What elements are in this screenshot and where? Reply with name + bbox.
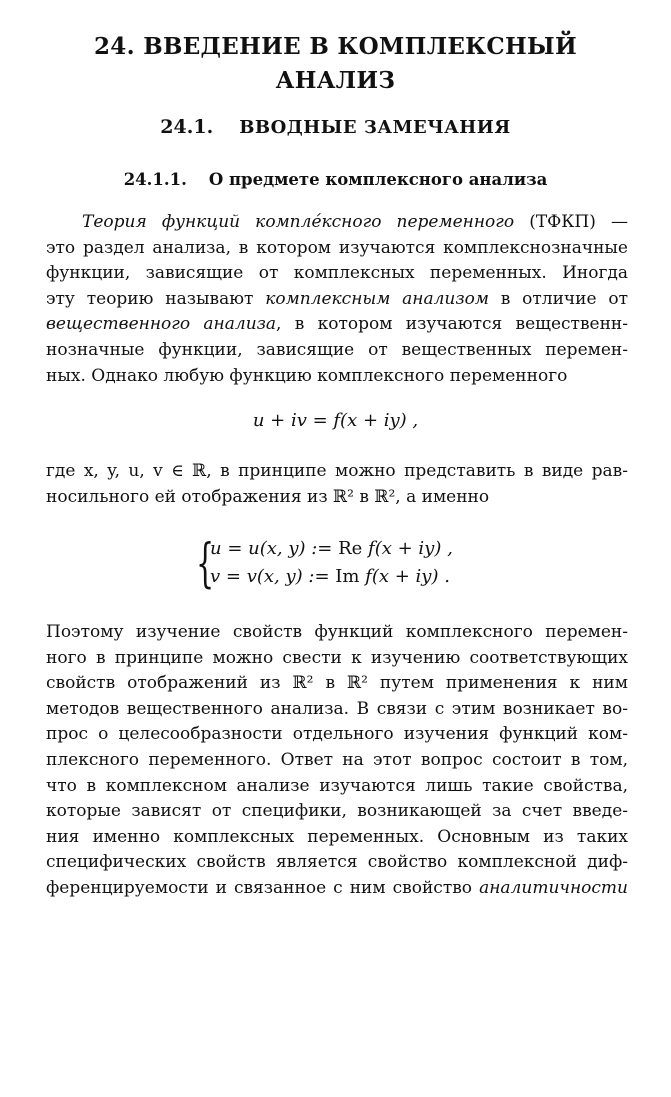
text-line: носильного ей отображения из ℝ² в ℝ², а именно <box>46 486 490 507</box>
math-fragment: u = u(x, y) := <box>210 538 339 559</box>
math-fragment: f(x + iy) , <box>362 538 453 559</box>
text-line: ния именно комплексных переменных. Основным из таких <box>46 826 628 847</box>
text-line <box>46 312 628 338</box>
text-line: где x, y, u, v ∈ ℝ, в принципе можно представить в виде рав- <box>46 461 628 481</box>
re-operator: Re <box>338 538 363 559</box>
chapter-title-line1: 24. ВВЕДЕНИЕ В КОМПЛЕКСНЫЙ <box>94 33 577 60</box>
system-line-u <box>210 538 453 559</box>
text-line: плексного переменного. Ответ на этот вопрос состоит в том, <box>46 749 628 770</box>
text-line: прос о целесообразности отдельного изучения функций ком- <box>46 724 628 745</box>
paragraph-intro <box>46 210 628 389</box>
text-fragment: в отличие от <box>488 288 628 309</box>
term-analyticity: аналитичности <box>479 877 628 898</box>
math-fragment: v = v(x, y) := <box>210 566 336 587</box>
im-operator: Im <box>335 566 360 587</box>
subsection-title: О предмете комплексного анализа <box>208 170 548 189</box>
text-line: ного в принципе можно свести к изучению соответствующих <box>46 647 628 668</box>
term-complex-analysis: комплексным анализом <box>265 288 489 309</box>
text-fragment: , в котором изучаются вещественн- <box>276 314 628 335</box>
text-line: специфических свойств является свойство комплексной диф- <box>46 852 628 873</box>
text-line: функции, зависящие от комплексных переменных. Иногда <box>46 263 628 284</box>
text-fragment: ференцируемости и связанное с ним свойство <box>46 877 480 898</box>
text-line: нозначные функции, зависящие от вещественных перемен- <box>46 339 628 360</box>
subsection-number: 24.1.1. <box>123 170 187 189</box>
text-fragment: (ТФКП) — <box>514 212 628 232</box>
term-tfkp: Теория функций комплéксного переменного <box>82 212 515 232</box>
formula-uv: u + iv = f(x + iy) , <box>252 410 419 431</box>
paragraph-mapping <box>46 459 628 510</box>
term-real-analysis: вещественного анализа <box>46 314 277 335</box>
subsection-heading <box>0 170 671 189</box>
system-line-v <box>210 566 450 587</box>
text-line <box>46 876 628 902</box>
text-line: ных. Однако любую функцию комплексного переменного <box>46 365 568 386</box>
text-line: методов вещественного анализа. В связи с этим возникает во- <box>46 698 628 719</box>
section-title: ВВОДНЫЕ ЗАМЕЧАНИЯ <box>239 117 511 138</box>
text-line: что в комплексном анализе изучаются лишь такие свойства, <box>46 775 628 796</box>
section-heading <box>0 116 671 138</box>
text-line <box>46 287 628 313</box>
text-line: которые зависят от специфики, возникающей за счет введе- <box>46 801 628 822</box>
chapter-title <box>0 30 671 98</box>
text-line: это раздел анализа, в котором изучаются комплекснозначные <box>46 237 628 258</box>
text-line: свойств отображений из ℝ² в ℝ² путем применения к ним <box>46 673 628 694</box>
text-line: Поэтому изучение свойств функций комплексного перемен- <box>46 622 628 642</box>
text-line <box>46 210 628 236</box>
section-number: 24.1. <box>160 116 214 138</box>
curly-brace: { <box>196 534 215 594</box>
paragraph-motivation <box>46 620 628 902</box>
text-fragment: эту теорию называют <box>46 288 266 309</box>
math-fragment: f(x + iy) . <box>359 566 450 587</box>
chapter-title-line2: АНАЛИЗ <box>275 67 396 94</box>
